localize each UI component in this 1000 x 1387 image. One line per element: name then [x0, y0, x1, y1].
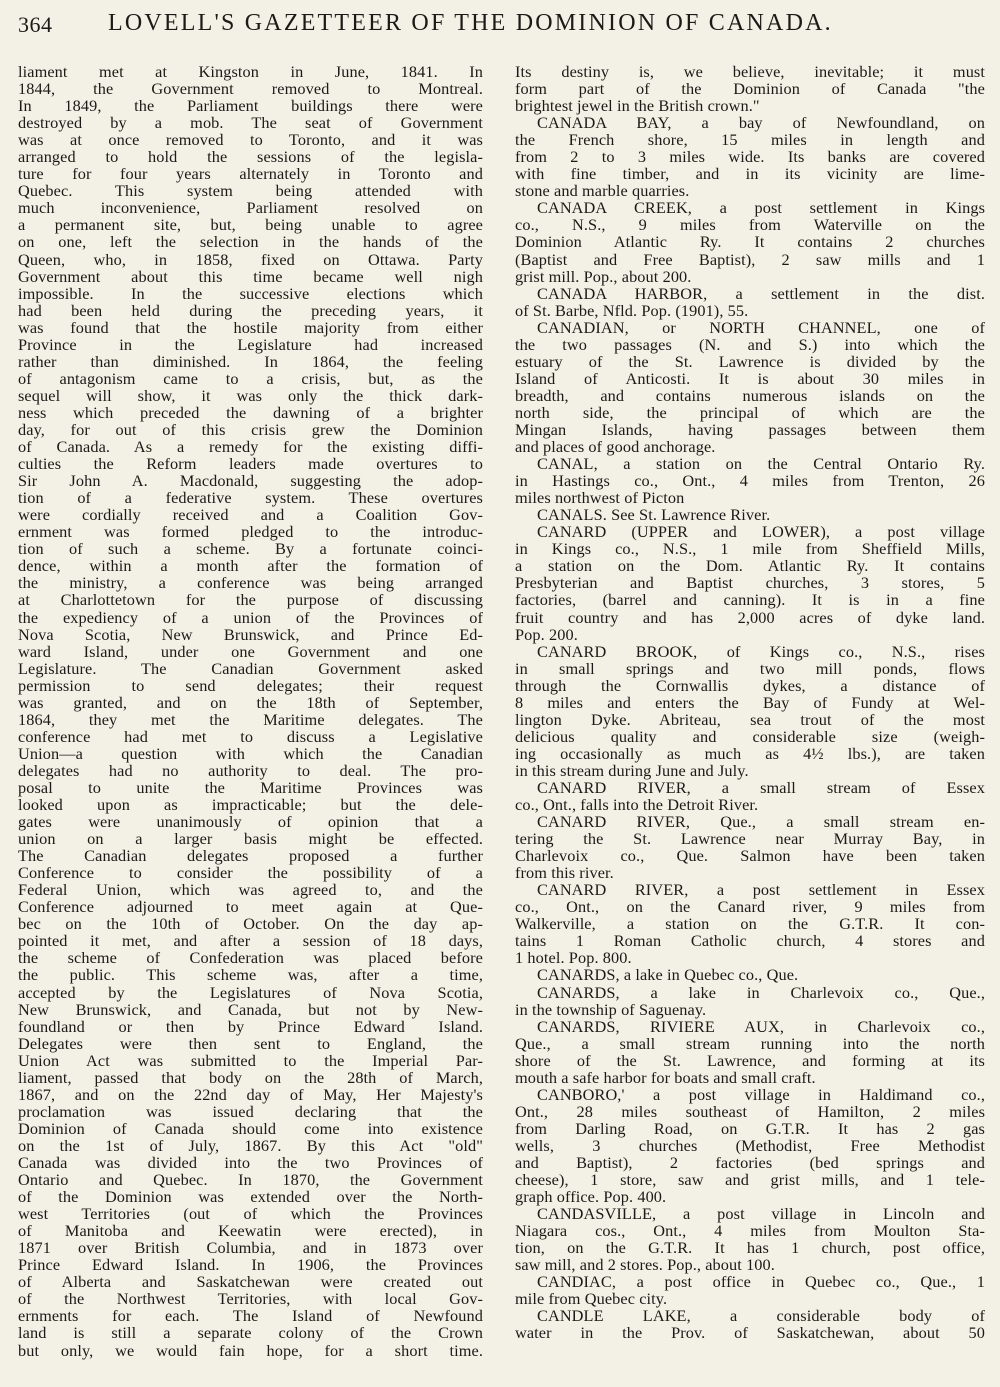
text-line: mile from Quebec city.: [515, 1289, 668, 1309]
text-line: Presbyterian and Baptist churches, 3 stores, 5: [515, 573, 985, 593]
text-line: tion, on the G.T.R. It has 1 church, post office,: [515, 1238, 985, 1258]
text-line: liament met at Kingston in June, 1841. In: [18, 62, 483, 81]
text-line: conference had met to discuss a Legislative: [18, 726, 483, 746]
text-line: 1 hotel. Pop. 800.: [515, 948, 632, 968]
text-line: tion of a federative system. These overtures: [18, 488, 483, 508]
text-line: 8 miles and enters the Bay of Fundy at Wel-: [515, 692, 985, 712]
text-line: with fine timber, and in its vicinity are lime-: [515, 164, 985, 184]
text-line: Que., a small stream running into the north: [515, 1033, 985, 1053]
text-line: CANARD RIVER, a small stream of Essex: [537, 777, 985, 797]
text-line: looked upon as impracticable; but the dele-: [18, 795, 483, 815]
text-line: was found that the hostile majority from either: [18, 317, 483, 337]
text-line: 1844, the Government removed to Montreal.: [18, 79, 483, 99]
text-line: (Baptist and Free Baptist), 2 saw mills and 1: [515, 249, 985, 269]
text-line: Pop. 200.: [515, 624, 578, 644]
text-line: the two passages (N. and S.) into which the: [515, 334, 985, 354]
text-line: foundland or then by Prince Edward Island.: [18, 1016, 483, 1036]
text-line: 1871 over British Columbia, and in 1873 over: [18, 1238, 483, 1258]
text-line: in this stream during June and July.: [515, 760, 749, 780]
text-line: CANAL, a station on the Central Ontario Ry.: [537, 454, 985, 474]
text-line: in small springs and two mill ponds, flows: [515, 658, 985, 678]
text-line: Union Act was submitted to the Imperial Par-: [18, 1050, 483, 1070]
text-line: Union—a question with which the Canadian: [18, 743, 483, 763]
text-line: Delegates were then sent to England, the: [18, 1033, 483, 1053]
text-line: tains 1 Roman Catholic church, 4 stores and: [515, 931, 985, 951]
text-line: Conference to consider the possibility of a: [18, 863, 483, 883]
text-line: Conference adjourned to meet again at Que-: [18, 897, 483, 917]
text-line: of Canada. As a remedy for the existing diffi-: [18, 437, 483, 457]
text-line: co., N.S., 9 miles from Waterville on the: [515, 215, 985, 235]
text-line: 1864, they met the Maritime delegates. The: [18, 709, 483, 729]
text-line: CANALS. See St. Lawrence River.: [537, 505, 771, 525]
text-line: CANARD RIVER, Que., a small stream en-: [537, 812, 985, 832]
text-line: on one, left the selection in the hands of the: [18, 232, 483, 252]
text-line: sequel will show, it was only the thick dark-: [18, 385, 483, 405]
text-line: ernments for each. The Island of Newfound: [18, 1306, 483, 1326]
text-line: impossible. In the successive elections which: [18, 283, 483, 303]
text-line: The Canadian delegates proposed a further: [18, 846, 483, 866]
text-line: but only, we would fain hope, for a short time.: [18, 1340, 483, 1360]
text-line: Ontario and Quebec. In 1870, the Government: [18, 1170, 483, 1190]
text-line: Nova Scotia, New Brunswick, and Prince Ed-: [18, 624, 483, 644]
text-line: union on a larger basis might be effected.: [18, 829, 483, 849]
text-line: bec on the 10th of October. On the day ap-: [18, 914, 483, 934]
text-line: co., Ont., on the Canard river, 9 miles from: [515, 897, 985, 917]
text-line: CANARDS, RIVIERE AUX, in Charlevoix co.,: [537, 1016, 985, 1036]
text-line: Quebec. This system being attended with: [18, 181, 483, 201]
text-line: Sir John A. Macdonald, suggesting the adop-: [18, 471, 483, 491]
text-line: of antagonism came to a crisis, but, as the: [18, 368, 483, 388]
text-line: CANARD RIVER, a post settlement in Essex: [537, 880, 985, 900]
text-line: delegates had no authority to deal. The pro-: [18, 760, 483, 780]
text-line: CANADIAN, or NORTH CHANNEL, one of: [537, 317, 985, 337]
text-line: shore of the St. Lawrence, and forming at its: [515, 1050, 985, 1070]
text-line: accepted by the Legislatures of Nova Scotia,: [18, 982, 483, 1002]
text-line: New Brunswick, and Canada, but not by New-: [18, 999, 483, 1019]
text-line: liament, passed that body on the 28th of March,: [18, 1067, 483, 1087]
text-line: were cordially received and a Coalition Gov-: [18, 505, 483, 525]
text-line: in Hastings co., Ont., 4 miles from Trenton, 26: [515, 471, 985, 491]
text-line: pointed it met, and after a session of 18 days,: [18, 931, 483, 951]
text-line: at Charlottetown for the purpose of discussing: [18, 590, 483, 610]
text-line: Province in the Legislature had increased: [18, 334, 483, 354]
text-line: proclamation was issued declaring that the: [18, 1101, 483, 1121]
text-line: had been held during the preceding years, it: [18, 300, 483, 320]
text-line: Island of Anticosti. It is about 30 miles in: [515, 368, 985, 388]
text-line: Ont., 28 miles southeast of Hamilton, 2 miles: [515, 1101, 985, 1121]
running-title: LOVELL'S GAZETTEER OF THE DOMINION OF CANADA.: [108, 10, 833, 36]
text-line: permission to send delegates; their request: [18, 675, 483, 695]
text-line: land is still a separate colony of the Crown: [18, 1323, 483, 1343]
text-line: ward Island, under one Government and one: [18, 641, 483, 661]
text-line: the public. This scheme was, after a time,: [18, 965, 483, 985]
text-line: CANADA CREEK, a post settlement in Kings: [537, 198, 985, 218]
text-line: CANADA BAY, a bay of Newfoundland, on: [537, 113, 985, 133]
text-line: arranged to hold the sessions of the legisla-: [18, 147, 483, 167]
text-line: posal to unite the Maritime Provinces was: [18, 777, 483, 797]
text-line: saw mill, and 2 stores. Pop., about 100.: [515, 1255, 775, 1275]
text-line: Government about this time became well nigh: [18, 266, 483, 286]
text-line: miles northwest of Picton: [515, 488, 685, 508]
text-line: CANDIAC, a post office in Quebec co., Que., 1: [537, 1272, 985, 1292]
text-line: Its destiny is, we believe, inevitable; it must: [515, 62, 985, 81]
text-line: estuary of the St. Lawrence is divided by the: [515, 351, 985, 371]
text-line: Canada was divided into the two Provinces of: [18, 1153, 483, 1172]
text-line: of the Northwest Territories, with local Gov-: [18, 1289, 483, 1309]
text-line: ernment was formed pledged to the introduc-: [18, 522, 483, 542]
text-line: was granted, and on the 18th of September,: [18, 692, 483, 712]
text-line: delicious quality and considerable size (weigh-: [515, 726, 985, 746]
page-number: 364: [18, 12, 53, 37]
text-line: the ministry, a conference was being arranged: [18, 573, 483, 593]
text-line: tion of such a scheme. By a fortunate coinci-: [18, 539, 483, 559]
text-line: ture for four years alternately in Toronto and: [18, 164, 483, 184]
text-line: In 1849, the Parliament buildings there were: [18, 96, 483, 116]
text-line: CANBORO,' a post village in Haldimand co.,: [537, 1084, 985, 1104]
text-line: Dominion Atlantic Ry. It contains 2 churches: [515, 232, 985, 252]
text-line: rather than diminished. In 1864, the feeling: [18, 351, 483, 371]
text-line: Prince Edward Island. In 1906, the Provinces: [18, 1255, 483, 1275]
text-line: CANARD (UPPER and LOWER), a post village: [537, 522, 985, 542]
text-line: in the township of Saguenay.: [515, 999, 707, 1019]
left-column: [18, 63, 483, 1359]
text-line: water in the Prov. of Saskatchewan, about 50: [515, 1323, 985, 1343]
text-line: from Darling Road, on G.T.R. It has 2 gas: [515, 1118, 985, 1138]
text-line: Charlevoix co., Que. Salmon have been taken: [515, 846, 985, 866]
text-line: factories, (barrel and canning). It is in a fine: [515, 590, 985, 610]
text-line: ing occasionally as much as 4½ lbs.), are taken: [515, 743, 985, 763]
text-line: gates were unanimously of opinion that a: [18, 812, 483, 832]
text-line: Walkerville, a station on the G.T.R. It con-: [515, 914, 985, 934]
text-line: CANARDS, a lake in Charlevoix co., Que.,: [537, 982, 985, 1002]
text-line: grist mill. Pop., about 200.: [515, 266, 692, 286]
text-line: graph office. Pop. 400.: [515, 1187, 667, 1207]
text-line: north side, the principal of which are the: [515, 402, 985, 422]
text-line: CANADA HARBOR, a settlement in the dist.: [537, 283, 985, 303]
text-line: CANDLE LAKE, a considerable body of: [537, 1306, 985, 1326]
text-line: fruit country and has 2,000 acres of dyke land.: [515, 607, 985, 627]
text-line: of St. Barbe, Nfld. Pop. (1901), 55.: [515, 300, 749, 320]
text-line: wells, 3 churches (Methodist, Free Methodist: [515, 1135, 985, 1155]
text-line: dence, within a month after the formation of: [18, 556, 483, 576]
text-line: co., Ont., falls into the Detroit River.: [515, 795, 759, 815]
text-line: from this river.: [515, 863, 614, 883]
text-line: destroyed by a mob. The seat of Government: [18, 113, 483, 133]
text-line: tering the St. Lawrence near Murray Bay, in: [515, 829, 985, 849]
text-line: 1867, and on the 22nd day of May, Her Majesty's: [18, 1084, 483, 1104]
text-line: the scheme of Confederation was placed before: [18, 948, 483, 968]
text-line: cheese), 1 store, saw and grist mills, and 1 tele-: [515, 1170, 985, 1190]
text-line: stone and marble quarries.: [515, 181, 690, 201]
text-line: of Alberta and Saskatchewan were created out: [18, 1272, 483, 1292]
text-line: CANARDS, a lake in Quebec co., Que.: [537, 965, 799, 985]
right-column: [515, 63, 985, 1342]
text-line: day, for out of this crisis grew the Dominion: [18, 419, 483, 439]
text-line: and Baptist), 2 factories (bed springs and: [515, 1153, 985, 1172]
text-line: west Territories (out of which the Provinces: [18, 1204, 483, 1224]
text-line: of Manitoba and Keewatin were erected), in: [18, 1221, 483, 1241]
text-line: CANARD BROOK, of Kings co., N.S., rises: [537, 641, 985, 661]
text-line: CANDASVILLE, a post village in Lincoln and: [537, 1204, 985, 1224]
text-line: Mingan Islands, having passages between them: [515, 419, 985, 439]
text-line: form part of the Dominion of Canada "the: [515, 79, 985, 99]
text-line: culties the Reform leaders made overtures to: [18, 454, 483, 474]
text-line: in Kings co., N.S., 1 mile from Sheffield Mills,: [515, 539, 985, 559]
text-line: much inconvenience, Parliament resolved on: [18, 198, 483, 218]
text-line: Queen, who, in 1858, fixed on Ottawa. Party: [18, 249, 483, 269]
text-line: on the 1st of July, 1867. By this Act "old": [18, 1135, 483, 1155]
text-line: ness which preceded the dawning of a brighter: [18, 402, 483, 422]
text-line: a permanent site, but, being unable to agree: [18, 215, 483, 235]
text-line: a station on the Dom. Atlantic Ry. It contains: [515, 556, 985, 576]
text-line: brightest jewel in the British crown.": [515, 96, 760, 116]
text-line: of the Dominion was extended over the North-: [18, 1187, 483, 1207]
text-line: the expediency of a union of the Provinces of: [18, 607, 483, 627]
text-line: from 2 to 3 miles wide. Its banks are covered: [515, 147, 985, 167]
text-line: Niagara cos., Ont., 4 miles from Moulton Sta-: [515, 1221, 985, 1241]
text-line: lington Dyke. Abriteau, sea trout of the most: [515, 709, 985, 729]
text-line: breadth, and contains numerous islands on the: [515, 385, 985, 405]
text-line: and places of good anchorage.: [515, 437, 716, 457]
text-line: through the Cornwallis dykes, a distance of: [515, 675, 985, 695]
page-header: [18, 6, 988, 46]
text-line: mouth a safe harbor for boats and small craft.: [515, 1067, 816, 1087]
text-line: was at once removed to Toronto, and it was: [18, 130, 483, 150]
text-line: Dominion of Canada should come into existence: [18, 1118, 483, 1138]
text-line: Legislature. The Canadian Government asked: [18, 658, 483, 678]
text-line: the French shore, 15 miles in length and: [515, 130, 985, 150]
text-line: Federal Union, which was agreed to, and the: [18, 880, 483, 900]
